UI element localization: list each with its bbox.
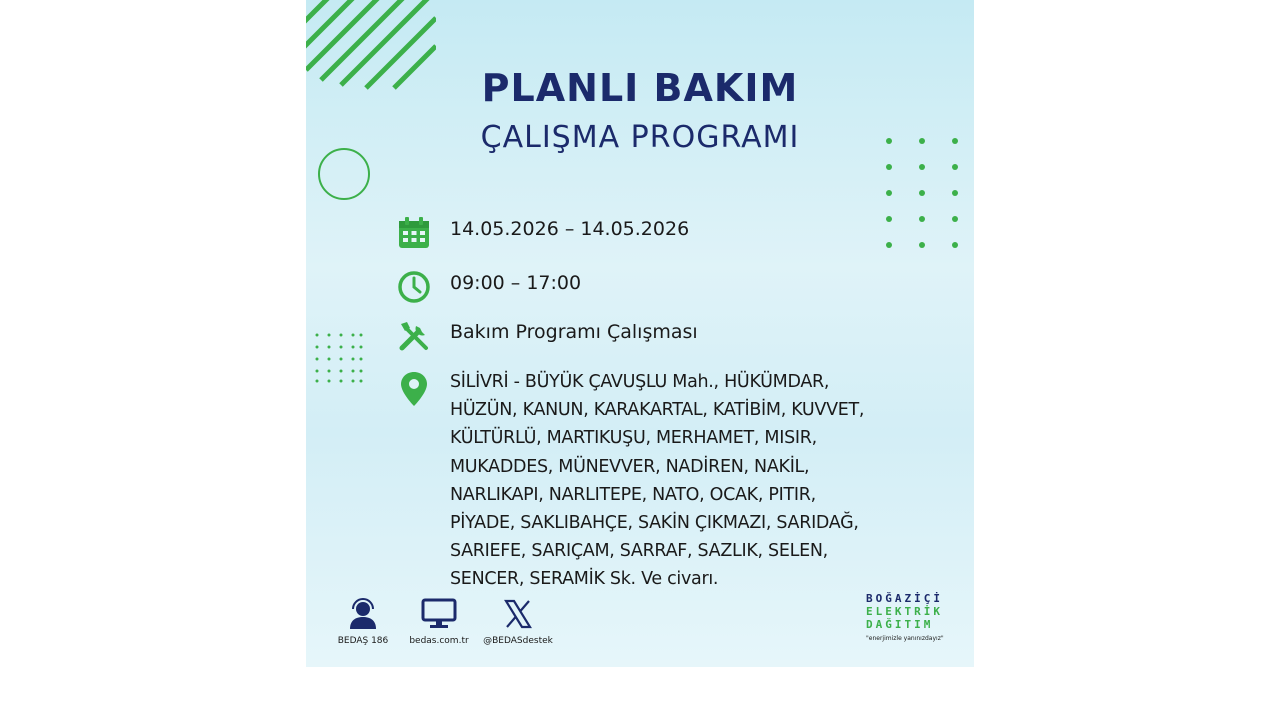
footer-social	[478, 598, 558, 646]
phone-label: BEDAŞ 186	[337, 636, 389, 646]
location-line: NARLIKAPI, NARLITEPE, NATO, OCAK, PITIR,	[450, 484, 816, 505]
date-row	[396, 215, 689, 251]
brand-line-1: BOĞAZİÇİ	[866, 592, 943, 605]
brand-logo	[866, 592, 954, 645]
location-line: SENCER, SERAMİK Sk. Ve civarı.	[450, 569, 719, 590]
clock-icon	[396, 269, 432, 305]
time-range: 09:00 – 17:00	[450, 272, 582, 294]
brand-line-3: DAĞITIM	[866, 618, 934, 631]
footer-web	[404, 598, 474, 646]
calendar-icon	[396, 215, 432, 251]
brand-slogan: "enerjimizle yanınızdayız"	[866, 635, 944, 642]
tools-icon	[396, 318, 432, 354]
x-logo-icon	[503, 598, 533, 630]
location-line: KÜLTÜRLÜ, MARTIKUŞU, MERHAMET, MISIR,	[450, 428, 817, 449]
web-label: bedas.com.tr	[409, 636, 469, 646]
headset-agent-icon	[347, 598, 379, 630]
decorative-dot-grid-small	[314, 332, 364, 384]
monitor-icon	[421, 598, 457, 630]
page-title: PLANLI BAKIM	[481, 66, 799, 110]
location-line: SİLİVRİ - BÜYÜK ÇAVUŞLU Mah., HÜKÜMDAR,	[450, 372, 830, 392]
location-line: SARIEFE, SARIÇAM, SARRAF, SAZLIK, SELEN,	[450, 541, 828, 562]
location-line: PİYADE, SAKLIBAHÇE, SAKİN ÇIKMAZI, SARIDAĞ,	[450, 513, 859, 534]
footer-phone	[336, 598, 390, 646]
work-type: Bakım Programı Çalışması	[450, 321, 698, 343]
work-type-row	[396, 318, 698, 354]
brand-line-2: ELEKTRİK	[866, 605, 943, 618]
maintenance-card	[306, 0, 974, 667]
page-subtitle: ÇALIŞMA PROGRAMI	[480, 120, 800, 155]
date-range: 14.05.2026 – 14.05.2026	[450, 218, 690, 240]
location-line: MUKADDES, MÜNEVVER, NADİREN, NAKİL,	[450, 456, 810, 477]
location-list	[450, 368, 864, 594]
location-pin-icon	[396, 368, 432, 408]
location-row	[396, 368, 864, 594]
decorative-circle	[318, 148, 370, 200]
location-line: HÜZÜN, KANUN, KARAKARTAL, KATİBİM, KUVVET,	[450, 400, 865, 421]
time-row	[396, 269, 581, 305]
social-label: @BEDASdestek	[483, 636, 553, 646]
